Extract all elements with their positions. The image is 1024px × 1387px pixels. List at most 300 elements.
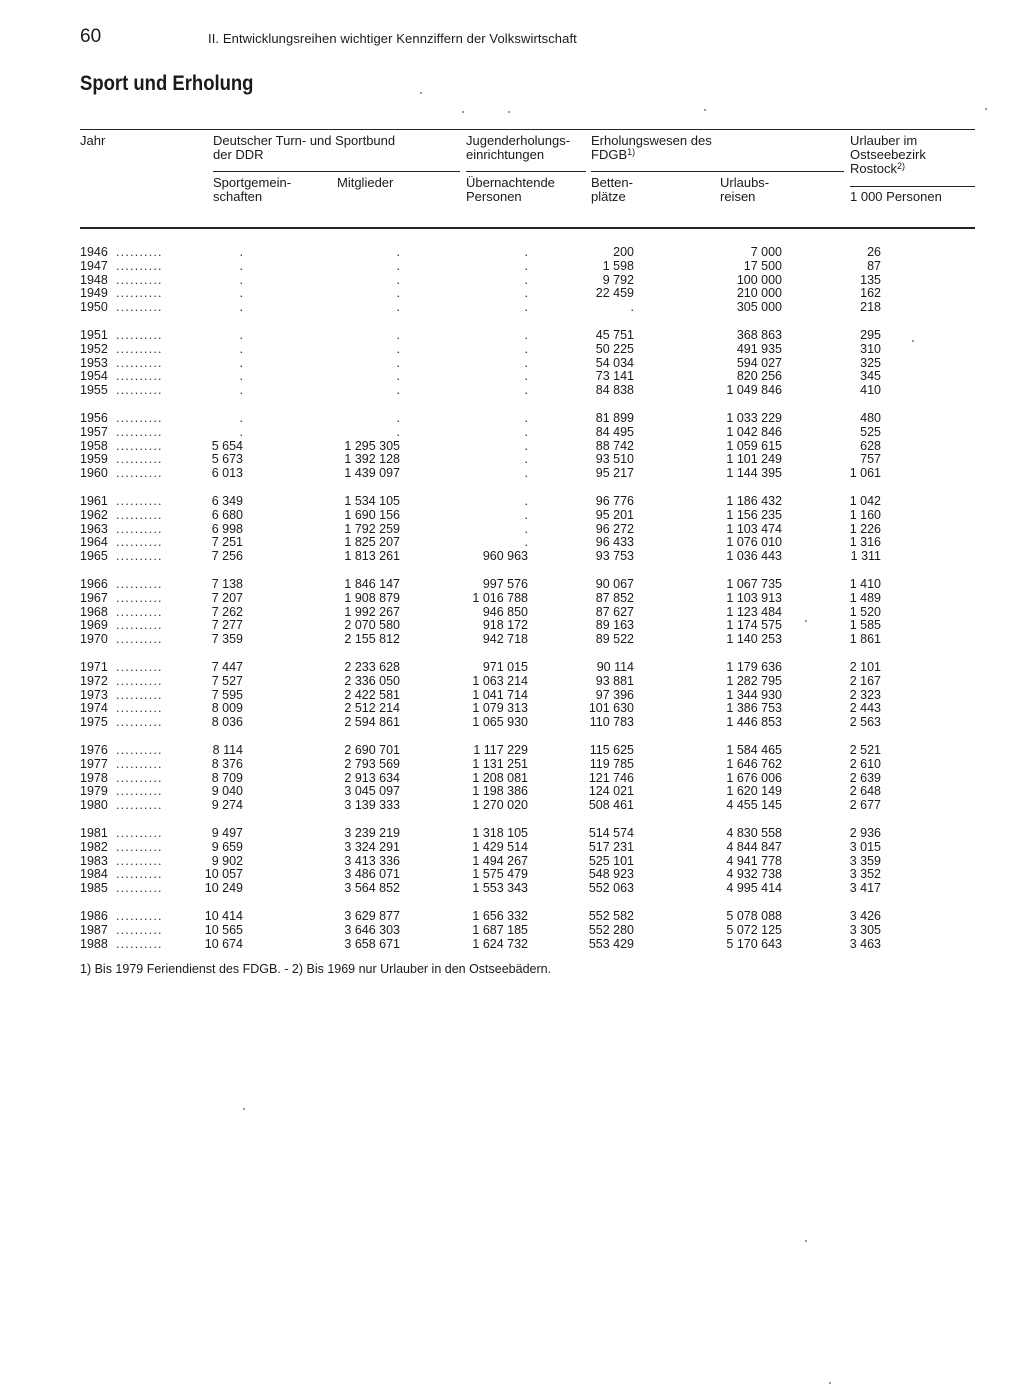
row-year: 1947 bbox=[80, 258, 108, 273]
row-leader-dots: .......... bbox=[116, 535, 163, 550]
cell-uebernachtende: . bbox=[524, 369, 528, 384]
header-urlauber: Urlauber im Ostseebezirk Rostock$^{2)}$ bbox=[850, 133, 926, 176]
cell-uebernachtende: 1 429 514 bbox=[472, 839, 528, 854]
row-year: 1956 bbox=[80, 411, 108, 425]
row-year: 1979 bbox=[80, 784, 108, 799]
cell-mitglieder: 3 629 877 bbox=[344, 909, 400, 923]
cell-bettenplaetze: 96 433 bbox=[595, 535, 634, 550]
header-uebernachtende: Übernachtende Personen bbox=[466, 175, 555, 204]
cell-urlauber: 2 677 bbox=[849, 798, 881, 813]
cell-bettenplaetze: 22 459 bbox=[595, 286, 634, 301]
header-bettenplaetze: Betten- plätze bbox=[591, 175, 633, 204]
row-year: 1950 bbox=[80, 300, 108, 315]
row-leader-dots: .......... bbox=[116, 922, 163, 937]
cell-bettenplaetze: 525 101 bbox=[588, 853, 634, 868]
cell-uebernachtende: . bbox=[524, 258, 528, 273]
row-leader-dots: .......... bbox=[116, 618, 163, 633]
cell-urlauber: 2 936 bbox=[849, 826, 881, 840]
header-dtsb: Deutscher Turn- und Sportbund der DDR bbox=[213, 133, 396, 162]
cell-bettenplaetze: 552 063 bbox=[588, 881, 634, 896]
row-leader-dots: .......... bbox=[116, 632, 163, 647]
cell-urlauber: 2 563 bbox=[849, 715, 881, 730]
row-leader-dots: .......... bbox=[116, 784, 163, 799]
cell-bettenplaetze: 552 280 bbox=[588, 922, 634, 937]
cell-urlauber: 325 bbox=[860, 355, 881, 370]
scan-speck bbox=[912, 340, 914, 342]
cell-sportgemeinschaften: . bbox=[239, 424, 243, 439]
cell-uebernachtende: 1 624 732 bbox=[472, 936, 528, 951]
cell-sportgemeinschaften: 9 902 bbox=[211, 853, 243, 868]
cell-uebernachtende: 960 963 bbox=[482, 549, 528, 564]
cell-uebernachtende: . bbox=[524, 494, 528, 508]
cell-sportgemeinschaften: . bbox=[239, 258, 243, 273]
cell-urlauber: 1 489 bbox=[849, 590, 881, 605]
row-leader-dots: .......... bbox=[116, 549, 163, 564]
cell-urlaubsreisen: 4 844 847 bbox=[726, 839, 782, 854]
cell-urlaubsreisen: 1 676 006 bbox=[726, 770, 782, 785]
cell-urlauber: 310 bbox=[860, 341, 881, 356]
cell-urlaubsreisen: 7 000 bbox=[750, 245, 782, 259]
cell-uebernachtende: 1 208 081 bbox=[472, 770, 528, 785]
cell-uebernachtende: 1 318 105 bbox=[472, 826, 528, 840]
cell-mitglieder: 2 793 569 bbox=[344, 756, 400, 771]
row-leader-dots: .......... bbox=[116, 673, 163, 688]
cell-bettenplaetze: 552 582 bbox=[588, 909, 634, 923]
cell-mitglieder: 3 045 097 bbox=[344, 784, 400, 799]
cell-urlauber: 1 160 bbox=[849, 507, 881, 522]
cell-sportgemeinschaften: 8 376 bbox=[211, 756, 243, 771]
cell-sportgemeinschaften: 6 349 bbox=[211, 494, 243, 508]
cell-urlaubsreisen: 1 620 149 bbox=[726, 784, 782, 799]
row-year: 1949 bbox=[80, 286, 108, 301]
row-year: 1974 bbox=[80, 701, 108, 716]
row-year: 1962 bbox=[80, 507, 108, 522]
cell-urlaubsreisen: 4 830 558 bbox=[726, 826, 782, 840]
cell-sportgemeinschaften: . bbox=[239, 411, 243, 425]
cell-uebernachtende: 997 576 bbox=[482, 577, 528, 591]
cell-sportgemeinschaften: 10 249 bbox=[204, 881, 243, 896]
scan-speck bbox=[985, 108, 987, 110]
cell-mitglieder: 1 846 147 bbox=[344, 577, 400, 591]
header-top-rule bbox=[80, 129, 975, 130]
row-leader-dots: .......... bbox=[116, 798, 163, 813]
cell-sportgemeinschaften: . bbox=[239, 286, 243, 301]
row-year: 1955 bbox=[80, 383, 108, 398]
scan-speck bbox=[243, 1108, 245, 1110]
cell-urlaubsreisen: 1 144 395 bbox=[726, 466, 782, 481]
cell-urlaubsreisen: 1 186 432 bbox=[726, 494, 782, 508]
scan-speck bbox=[805, 1240, 807, 1242]
cell-bettenplaetze: 84 838 bbox=[595, 383, 634, 398]
row-year: 1983 bbox=[80, 853, 108, 868]
cell-urlauber: 1 585 bbox=[849, 618, 881, 633]
cell-uebernachtende: 1 016 788 bbox=[472, 590, 528, 605]
cell-bettenplaetze: 101 630 bbox=[588, 701, 634, 716]
cell-sportgemeinschaften: 7 262 bbox=[211, 604, 243, 619]
row-leader-dots: .......... bbox=[116, 286, 163, 301]
cell-uebernachtende: . bbox=[524, 286, 528, 301]
cell-urlaubsreisen: 4 455 145 bbox=[726, 798, 782, 813]
row-leader-dots: .......... bbox=[116, 341, 163, 356]
cell-sportgemeinschaften: . bbox=[239, 272, 243, 287]
row-year: 1951 bbox=[80, 328, 108, 342]
cell-urlaubsreisen: 491 935 bbox=[736, 341, 782, 356]
cell-uebernachtende: 1 117 229 bbox=[473, 743, 528, 757]
cell-uebernachtende: 1 656 332 bbox=[472, 909, 528, 923]
cell-bettenplaetze: 88 742 bbox=[595, 438, 634, 453]
row-year: 1954 bbox=[80, 369, 108, 384]
cell-urlaubsreisen: 5 078 088 bbox=[726, 909, 782, 923]
cell-urlaubsreisen: 1 282 795 bbox=[726, 673, 782, 688]
cell-sportgemeinschaften: 10 414 bbox=[204, 909, 243, 923]
cell-urlaubsreisen: 1 386 753 bbox=[726, 701, 782, 716]
cell-mitglieder: . bbox=[396, 383, 400, 398]
row-year: 1971 bbox=[80, 660, 108, 674]
row-leader-dots: .......... bbox=[116, 687, 163, 702]
cell-sportgemeinschaften: 10 674 bbox=[204, 936, 243, 951]
row-leader-dots: .......... bbox=[116, 881, 163, 896]
header-mitglieder: Mitglieder bbox=[337, 175, 394, 190]
cell-urlauber: 2 521 bbox=[849, 743, 881, 757]
cell-urlaubsreisen: 1 446 853 bbox=[726, 715, 782, 730]
cell-urlauber: 2 443 bbox=[849, 701, 881, 716]
cell-urlaubsreisen: 1 179 636 bbox=[726, 660, 782, 674]
cell-sportgemeinschaften: 5 673 bbox=[211, 452, 243, 467]
cell-urlauber: 525 bbox=[860, 424, 881, 439]
cell-bettenplaetze: 96 776 bbox=[595, 494, 634, 508]
cell-sportgemeinschaften: 7 359 bbox=[211, 632, 243, 647]
row-year: 1970 bbox=[80, 632, 108, 647]
cell-uebernachtende: . bbox=[524, 411, 528, 425]
cell-urlauber: 2 101 bbox=[849, 660, 881, 674]
row-year: 1946 bbox=[80, 245, 108, 259]
cell-bettenplaetze: 90 067 bbox=[595, 577, 634, 591]
cell-bettenplaetze: 81 899 bbox=[595, 411, 634, 425]
cell-bettenplaetze: 119 785 bbox=[589, 756, 634, 771]
cell-mitglieder: 2 233 628 bbox=[344, 660, 400, 674]
cell-bettenplaetze: 514 574 bbox=[588, 826, 634, 840]
cell-mitglieder: . bbox=[396, 286, 400, 301]
cell-uebernachtende: 1 041 714 bbox=[472, 687, 528, 702]
cell-bettenplaetze: 110 783 bbox=[589, 715, 634, 730]
cell-urlaubsreisen: 1 042 846 bbox=[726, 424, 782, 439]
row-year: 1961 bbox=[80, 494, 108, 508]
cell-urlauber: 295 bbox=[860, 328, 881, 342]
cell-mitglieder: . bbox=[396, 411, 400, 425]
row-year: 1976 bbox=[80, 743, 108, 757]
cell-bettenplaetze: 89 522 bbox=[595, 632, 634, 647]
cell-urlaubsreisen: 1 140 253 bbox=[726, 632, 782, 647]
header-subrule-dtsb bbox=[213, 171, 460, 172]
cell-sportgemeinschaften: 7 447 bbox=[211, 660, 243, 674]
row-leader-dots: .......... bbox=[116, 577, 163, 591]
cell-sportgemeinschaften: 7 595 bbox=[211, 687, 243, 702]
cell-bettenplaetze: 200 bbox=[613, 245, 634, 259]
scan-speck bbox=[805, 620, 807, 622]
cell-urlauber: 3 463 bbox=[849, 936, 881, 951]
cell-sportgemeinschaften: 10 565 bbox=[204, 922, 243, 937]
cell-mitglieder: 1 992 267 bbox=[344, 604, 400, 619]
cell-mitglieder: . bbox=[396, 300, 400, 315]
cell-uebernachtende: 942 718 bbox=[482, 632, 528, 647]
cell-sportgemeinschaften: 7 138 bbox=[211, 577, 243, 591]
row-year: 1964 bbox=[80, 535, 108, 550]
row-leader-dots: .......... bbox=[116, 604, 163, 619]
cell-mitglieder: . bbox=[396, 272, 400, 287]
row-year: 1977 bbox=[80, 756, 108, 771]
cell-urlauber: 135 bbox=[860, 272, 881, 287]
scan-speck bbox=[704, 109, 706, 111]
row-leader-dots: .......... bbox=[116, 424, 163, 439]
row-leader-dots: .......... bbox=[116, 245, 163, 259]
cell-urlauber: 1 410 bbox=[849, 577, 881, 591]
row-leader-dots: .......... bbox=[116, 770, 163, 785]
cell-urlauber: 345 bbox=[860, 369, 881, 384]
cell-urlaubsreisen: 368 863 bbox=[736, 328, 782, 342]
row-year: 1965 bbox=[80, 549, 108, 564]
header-subrule-urlauber bbox=[850, 186, 975, 187]
cell-sportgemeinschaften: 9 497 bbox=[211, 826, 243, 840]
row-leader-dots: .......... bbox=[116, 494, 163, 508]
row-year: 1959 bbox=[80, 452, 108, 467]
cell-uebernachtende: 1 065 930 bbox=[472, 715, 528, 730]
cell-bettenplaetze: 73 141 bbox=[595, 369, 634, 384]
cell-urlauber: 1 042 bbox=[849, 494, 881, 508]
cell-sportgemeinschaften: 9 040 bbox=[211, 784, 243, 799]
cell-mitglieder: 1 792 259 bbox=[344, 521, 400, 536]
row-year: 1967 bbox=[80, 590, 108, 605]
cell-sportgemeinschaften: 7 527 bbox=[211, 673, 243, 688]
cell-sportgemeinschaften: 7 251 bbox=[211, 535, 243, 550]
cell-bettenplaetze: 121 746 bbox=[588, 770, 634, 785]
cell-bettenplaetze: 87 852 bbox=[595, 590, 634, 605]
cell-sportgemeinschaften: 8 009 bbox=[211, 701, 243, 716]
cell-sportgemeinschaften: 7 277 bbox=[211, 618, 243, 633]
cell-mitglieder: 1 439 097 bbox=[344, 466, 400, 481]
row-year: 1972 bbox=[80, 673, 108, 688]
cell-bettenplaetze: 508 461 bbox=[588, 798, 634, 813]
cell-urlauber: 2 323 bbox=[849, 687, 881, 702]
cell-uebernachtende: 1 553 343 bbox=[472, 881, 528, 896]
cell-bettenplaetze: 50 225 bbox=[595, 341, 634, 356]
cell-uebernachtende: 946 850 bbox=[482, 604, 528, 619]
cell-mitglieder: 3 658 671 bbox=[344, 936, 400, 951]
cell-urlauber: 1 861 bbox=[849, 632, 881, 647]
cell-urlauber: 1 311 bbox=[850, 549, 881, 564]
cell-sportgemeinschaften: 6 680 bbox=[211, 507, 243, 522]
cell-bettenplaetze: 45 751 bbox=[595, 328, 634, 342]
cell-urlaubsreisen: 594 027 bbox=[736, 355, 782, 370]
row-year: 1958 bbox=[80, 438, 108, 453]
cell-mitglieder: 1 908 879 bbox=[344, 590, 400, 605]
cell-urlaubsreisen: 1 059 615 bbox=[726, 438, 782, 453]
cell-uebernachtende: . bbox=[524, 535, 528, 550]
cell-sportgemeinschaften: 8 036 bbox=[211, 715, 243, 730]
cell-bettenplaetze: 96 272 bbox=[595, 521, 634, 536]
page-number: 60 bbox=[80, 26, 102, 47]
row-leader-dots: .......... bbox=[116, 660, 163, 674]
row-year: 1985 bbox=[80, 881, 108, 896]
cell-sportgemeinschaften: . bbox=[239, 369, 243, 384]
cell-urlaubsreisen: 4 995 414 bbox=[726, 881, 782, 896]
cell-urlauber: 3 015 bbox=[849, 839, 881, 854]
footnote: 1) Bis 1979 Feriendienst des FDGB. - 2) Bis 1969 nur Urlauber in den Ostseebädern. bbox=[80, 962, 552, 976]
row-leader-dots: .......... bbox=[116, 328, 163, 342]
cell-urlaubsreisen: 1 076 010 bbox=[726, 535, 782, 550]
header-urlaubsreisen: Urlaubs- reisen bbox=[720, 175, 770, 204]
row-leader-dots: .......... bbox=[116, 438, 163, 453]
cell-bettenplaetze: 548 923 bbox=[588, 867, 634, 882]
cell-uebernachtende: 1 063 214 bbox=[472, 673, 528, 688]
cell-uebernachtende: . bbox=[524, 507, 528, 522]
cell-sportgemeinschaften: 7 207 bbox=[211, 590, 243, 605]
cell-urlaubsreisen: 210 000 bbox=[736, 286, 782, 301]
cell-uebernachtende: . bbox=[524, 245, 528, 259]
row-year: 1988 bbox=[80, 936, 108, 951]
cell-urlaubsreisen: 820 256 bbox=[736, 369, 782, 384]
row-leader-dots: .......... bbox=[116, 936, 163, 951]
cell-urlauber: 3 417 bbox=[849, 881, 881, 896]
row-leader-dots: .......... bbox=[116, 383, 163, 398]
row-leader-dots: .......... bbox=[116, 743, 163, 757]
cell-uebernachtende: . bbox=[524, 383, 528, 398]
row-year: 1948 bbox=[80, 272, 108, 287]
cell-uebernachtende: . bbox=[524, 328, 528, 342]
row-year: 1957 bbox=[80, 424, 108, 439]
cell-mitglieder: 3 646 303 bbox=[344, 922, 400, 937]
cell-bettenplaetze: 54 034 bbox=[595, 355, 634, 370]
cell-mitglieder: 3 564 852 bbox=[344, 881, 400, 896]
row-year: 1982 bbox=[80, 839, 108, 854]
cell-sportgemeinschaften: 10 057 bbox=[204, 867, 243, 882]
cell-mitglieder: 3 239 219 bbox=[344, 826, 400, 840]
cell-uebernachtende: 1 131 251 bbox=[472, 756, 528, 771]
cell-sportgemeinschaften: 5 654 bbox=[211, 438, 243, 453]
cell-mitglieder: 1 690 156 bbox=[344, 507, 400, 522]
cell-urlauber: 2 167 bbox=[849, 673, 881, 688]
cell-bettenplaetze: 124 021 bbox=[588, 784, 634, 799]
scan-speck bbox=[420, 92, 422, 94]
scan-speck bbox=[462, 111, 464, 113]
cell-bettenplaetze: 95 201 bbox=[595, 507, 634, 522]
cell-sportgemeinschaften: 7 256 bbox=[211, 549, 243, 564]
cell-mitglieder: 1 813 261 bbox=[344, 549, 400, 564]
cell-mitglieder: 1 392 128 bbox=[344, 452, 400, 467]
header-subrule-jugend bbox=[466, 171, 586, 172]
cell-urlaubsreisen: 5 170 643 bbox=[726, 936, 782, 951]
cell-urlaubsreisen: 1 646 762 bbox=[726, 756, 782, 771]
cell-urlauber: 2 639 bbox=[849, 770, 881, 785]
row-leader-dots: .......... bbox=[116, 701, 163, 716]
cell-mitglieder: 1 825 207 bbox=[344, 535, 400, 550]
cell-mitglieder: 2 336 050 bbox=[344, 673, 400, 688]
row-year: 1952 bbox=[80, 341, 108, 356]
cell-uebernachtende: . bbox=[524, 355, 528, 370]
cell-bettenplaetze: 517 231 bbox=[588, 839, 634, 854]
cell-urlaubsreisen: 4 932 738 bbox=[726, 867, 782, 882]
cell-mitglieder: 2 594 861 bbox=[344, 715, 400, 730]
cell-urlauber: 480 bbox=[860, 411, 881, 425]
cell-uebernachtende: . bbox=[524, 452, 528, 467]
header-unit: 1 000 Personen bbox=[850, 189, 942, 204]
cell-urlaubsreisen: 1 103 913 bbox=[726, 590, 782, 605]
cell-mitglieder: . bbox=[396, 369, 400, 384]
cell-urlauber: 26 bbox=[867, 245, 881, 259]
row-leader-dots: .......... bbox=[116, 521, 163, 536]
cell-uebernachtende: 1 494 267 bbox=[472, 853, 528, 868]
page-title: Sport und Erholung bbox=[80, 72, 254, 95]
cell-bettenplaetze: 115 625 bbox=[589, 743, 634, 757]
row-leader-dots: .......... bbox=[116, 839, 163, 854]
cell-urlauber: 757 bbox=[860, 452, 881, 467]
cell-mitglieder: 3 139 333 bbox=[344, 798, 400, 813]
cell-bettenplaetze: 9 792 bbox=[602, 272, 634, 287]
row-year: 1968 bbox=[80, 604, 108, 619]
cell-uebernachtende: 1 079 313 bbox=[472, 701, 528, 716]
cell-urlaubsreisen: 1 067 735 bbox=[726, 577, 782, 591]
cell-sportgemeinschaften: 8 114 bbox=[212, 743, 243, 757]
row-year: 1960 bbox=[80, 466, 108, 481]
cell-sportgemeinschaften: . bbox=[239, 355, 243, 370]
row-leader-dots: .......... bbox=[116, 756, 163, 771]
cell-urlauber: 3 426 bbox=[849, 909, 881, 923]
cell-uebernachtende: 971 015 bbox=[482, 660, 528, 674]
cell-urlauber: 3 305 bbox=[849, 922, 881, 937]
cell-uebernachtende: 1 687 185 bbox=[472, 922, 528, 937]
cell-urlauber: 3 359 bbox=[849, 853, 881, 868]
cell-urlaubsreisen: 1 174 575 bbox=[726, 618, 782, 633]
running-title: II. Entwicklungsreihen wichtiger Kennziffern der Volkswirtschaft bbox=[208, 31, 577, 46]
cell-mitglieder: . bbox=[396, 328, 400, 342]
row-leader-dots: .......... bbox=[116, 853, 163, 868]
cell-sportgemeinschaften: 9 659 bbox=[211, 839, 243, 854]
header-jugenderholung: Jugenderholungs- einrichtungen bbox=[466, 133, 571, 162]
cell-uebernachtende: . bbox=[524, 424, 528, 439]
cell-urlaubsreisen: 100 000 bbox=[736, 272, 782, 287]
cell-urlaubsreisen: 1 344 930 bbox=[726, 687, 782, 702]
cell-urlauber: 1 061 bbox=[849, 466, 881, 481]
row-year: 1966 bbox=[80, 577, 108, 591]
cell-uebernachtende: 1 198 386 bbox=[472, 784, 528, 799]
cell-mitglieder: 3 324 291 bbox=[344, 839, 400, 854]
row-year: 1986 bbox=[80, 909, 108, 923]
header-jahr: Jahr bbox=[80, 133, 106, 148]
cell-uebernachtende: 918 172 bbox=[482, 618, 528, 633]
cell-uebernachtende: . bbox=[524, 272, 528, 287]
cell-urlaubsreisen: 305 000 bbox=[736, 300, 782, 315]
row-leader-dots: .......... bbox=[116, 300, 163, 315]
row-year: 1975 bbox=[80, 715, 108, 730]
cell-urlauber: 410 bbox=[860, 383, 881, 398]
scan-speck bbox=[829, 1382, 831, 1384]
row-leader-dots: .......... bbox=[116, 355, 163, 370]
cell-bettenplaetze: 93 753 bbox=[595, 549, 634, 564]
cell-urlauber: 162 bbox=[860, 286, 881, 301]
cell-uebernachtende: . bbox=[524, 341, 528, 356]
cell-uebernachtende: 1 575 479 bbox=[472, 867, 528, 882]
cell-urlauber: 2 648 bbox=[849, 784, 881, 799]
row-year: 1973 bbox=[80, 687, 108, 702]
cell-sportgemeinschaften: . bbox=[239, 328, 243, 342]
row-year: 1984 bbox=[80, 867, 108, 882]
cell-sportgemeinschaften: 9 274 bbox=[211, 798, 243, 813]
cell-urlauber: 1 316 bbox=[849, 535, 881, 550]
cell-urlauber: 2 610 bbox=[849, 756, 881, 771]
cell-mitglieder: 3 486 071 bbox=[344, 867, 400, 882]
cell-uebernachtende: . bbox=[524, 438, 528, 453]
header-erholungswesen: Erholungswesen des FDGB$^{1)}$ bbox=[591, 133, 712, 162]
cell-uebernachtende: 1 270 020 bbox=[472, 798, 528, 813]
